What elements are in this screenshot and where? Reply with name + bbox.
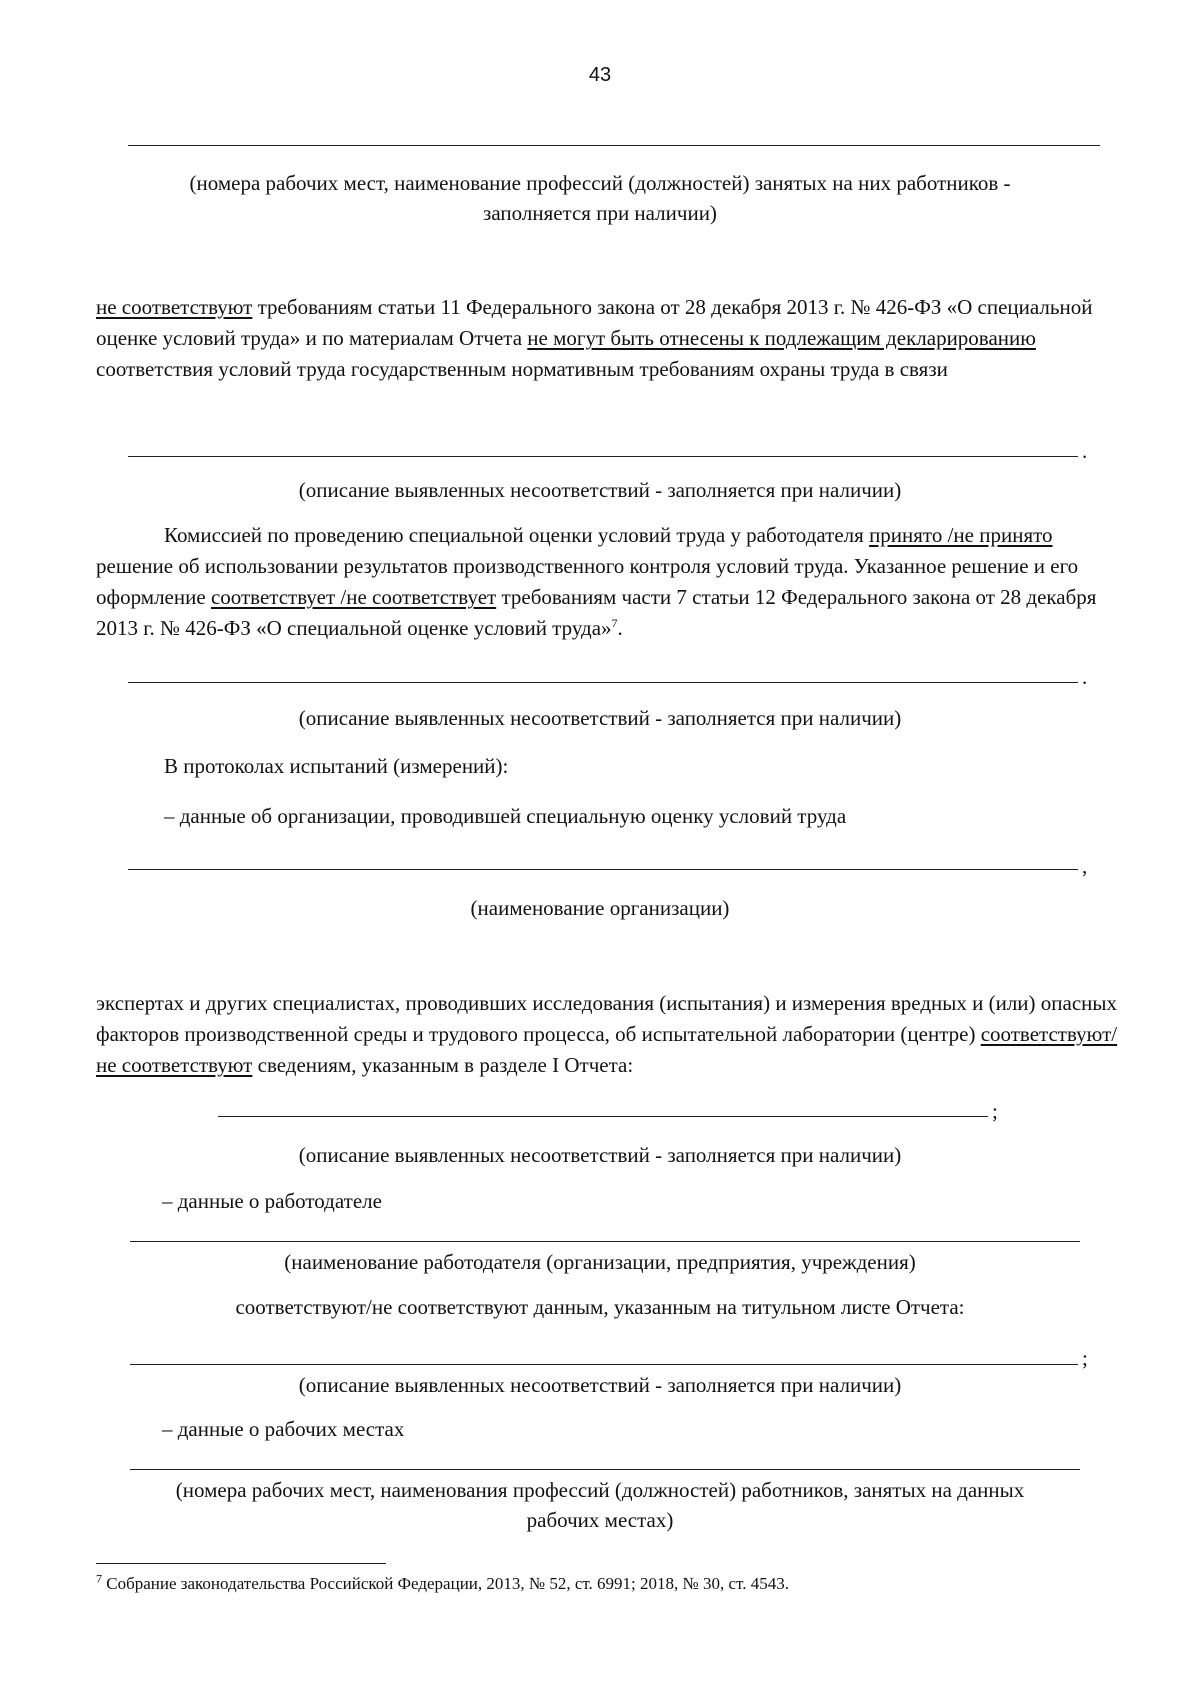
paragraph-nonconformity: не соответствуют требованиям статьи 11 Федерального закона от 28 декабря 2013 г. № 426-ФЗ «О специальной оценке условий труда» и по материалам Отчета не могут быть отнесены к подлежащим декларированию соответствия условий труда государственным нормативным требованиям охраны труда в связи <box>96 295 1093 381</box>
org-data-line: – данные об организации, проводившей специальную оценку условий труда <box>164 804 847 828</box>
caption-discrepancy-3: (описание выявленных несоответствий - заполняется при наличии) <box>298 1143 902 1167</box>
caption-employer: (наименование работодателя (организации, предприятия, учреждения) <box>284 1250 916 1274</box>
caption-organization: (наименование организации) <box>470 896 730 920</box>
caption-workplaces-last-2: рабочих местах) <box>526 1508 674 1532</box>
footnote: $^7$ Собрание законодательства Российской Федерации, 2013, № 52, ст. 6991; 2018, № 30, ст. 4543. <box>96 1571 789 1593</box>
workplaces-data-line: – данные о рабочих местах <box>162 1417 405 1441</box>
blank-line-workplaces-bottom <box>130 1469 1080 1470</box>
caption-workplaces-2: заполняется при наличии) <box>483 201 717 225</box>
underlined-accepted-not-accepted: принято /не принято <box>869 523 1053 547</box>
underlined-cannot-be-classified: не могут быть отнесены к подлежащим декларированию <box>527 326 1036 350</box>
page-number: 43 <box>588 64 612 86</box>
paragraph-experts: экспертах и других специалистах, проводивших исследования (испытания) и измерения вредных и (или) опасных факторов производственной среды и трудового процесса, об испытательной лаборатории (центре) соответствуют/не соответствуют сведениям, указанным в разделе I Отчета: <box>96 991 1118 1077</box>
line-end-period-1: . <box>1082 439 1088 463</box>
blank-line-discrepancy-3 <box>218 1116 988 1117</box>
line-end-semicolon-2: ; <box>1082 1346 1088 1370</box>
underlined-not-compliant: не соответствуют <box>96 295 253 319</box>
footnote-separator <box>96 1563 386 1564</box>
employer-match-line: соответствуют/не соответствуют данным, указанным на титульном листе Отчета: <box>235 1295 965 1319</box>
line-end-period-2: . <box>1082 665 1088 689</box>
caption-workplaces-last-1: (номера рабочих мест, наименования профессий (должностей) работников, занятых на данных <box>175 1478 1025 1502</box>
blank-line-discrepancy-2 <box>128 682 1078 683</box>
blank-line-workplaces-top <box>128 145 1100 146</box>
protocols-heading: В протоколах испытаний (измерений): <box>164 754 509 778</box>
line-end-comma: , <box>1082 854 1088 878</box>
blank-line-employer <box>130 1241 1080 1242</box>
underlined-comply-not-comply: соответствуют/не соответствуют <box>96 1022 1118 1077</box>
underlined-complies-not-complies: соответствует /не соответствует <box>210 585 497 609</box>
line-end-semicolon-1: ; <box>992 1099 998 1123</box>
caption-workplaces-1: (номера рабочих мест, наименование профессий (должностей) занятых на них работников - <box>189 171 1011 195</box>
blank-line-discrepancy-1 <box>128 456 1078 457</box>
blank-line-discrepancy-4 <box>130 1364 1078 1365</box>
paragraph-commission-decision: Комиссией по проведению специальной оценки условий труда у работодателя принято /не принято решение об использовании результатов производственного контроля условий труда. Указанное решение и его оформление соответствует /не соответствует требованиям части 7 статьи 12 Федерального закона от 28 декабря 2013 г. № 426-ФЗ «О специальной оценке условий труда»$^7$. <box>96 523 1097 640</box>
footnote-mark: 7 <box>96 1571 102 1586</box>
caption-discrepancy-1: (описание выявленных несоответствий - заполняется при наличии) <box>298 478 902 502</box>
employer-data-line: – данные о работодателе <box>162 1189 382 1213</box>
caption-discrepancy-2: (описание выявленных несоответствий - заполняется при наличии) <box>298 706 902 730</box>
caption-discrepancy-4: (описание выявленных несоответствий - заполняется при наличии) <box>298 1373 902 1397</box>
footnote-reference: 7 <box>611 616 618 630</box>
blank-line-organization <box>128 869 1078 870</box>
